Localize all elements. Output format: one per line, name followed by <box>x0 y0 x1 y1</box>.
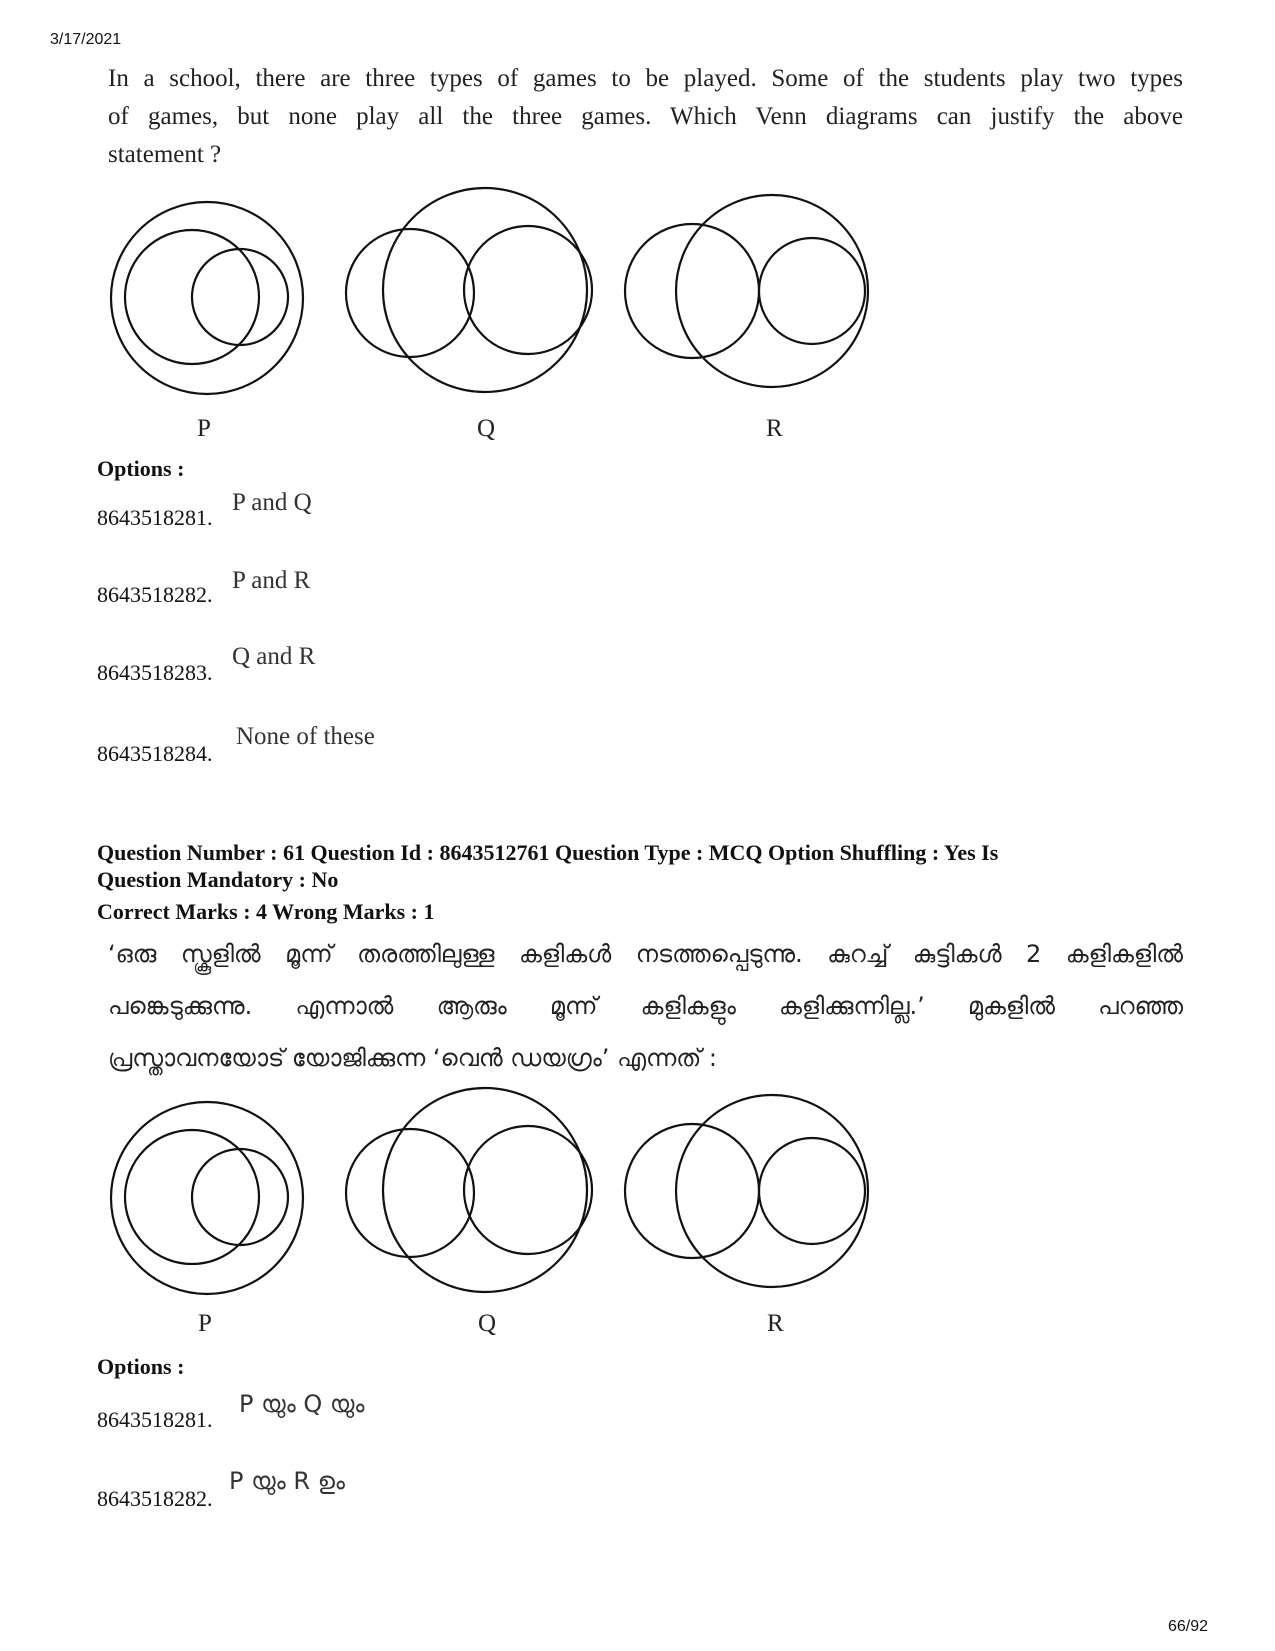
question-text-line: ‘ഒരു സ്കൂളിൽ മൂന്ന് തരത്തിലുള്ള കളികൾ നടത്തപ്പെടുന്നു. കുറച്ച് കുട്ടികൾ 2 കളികളിൽ <box>108 940 1183 968</box>
venn-circle <box>346 229 474 357</box>
question-meta: Question Mandatory : No <box>97 867 339 892</box>
option-label[interactable]: None of these <box>236 723 375 750</box>
diagram-label-q: Q <box>477 415 496 442</box>
option-id: 8643518284. <box>97 741 213 766</box>
venn-circle <box>192 249 288 345</box>
print-date: 3/17/2021 <box>50 31 122 48</box>
question-text-malayalam <box>108 928 1183 1084</box>
venn-diagram-q <box>346 188 592 392</box>
venn-circle <box>192 1149 288 1245</box>
question-text-line: പങ്കെടുക്കുന്നു. എന്നാൽ ആരും മൂന്ന് കളികളും കളിക്കുന്നില്ല.’ മുകളിൽ പറഞ്ഞ <box>108 992 1183 1020</box>
venn-diagram-p <box>111 202 303 394</box>
venn-circle <box>346 1129 474 1257</box>
options-heading: Options : <box>97 456 185 481</box>
option-label[interactable]: P യും Q യും <box>239 1390 365 1418</box>
diagram-label-r: R <box>766 415 783 442</box>
diagram-label-q: Q <box>478 1310 497 1337</box>
question-text-line: of games, but none play all the three games. Which Venn diagrams can justify the above <box>108 103 1183 130</box>
question-text-line: statement ? <box>108 141 222 168</box>
venn-circle <box>625 1124 759 1258</box>
venn-circle <box>625 224 759 358</box>
venn-diagrams-bottom <box>100 1085 880 1300</box>
question-meta: Question Number : 61 Question Id : 8643512761 Question Type : MCQ Option Shuffling : Yes Is <box>97 840 999 865</box>
option-label[interactable]: P and R <box>232 567 311 594</box>
venn-diagram-r <box>625 195 868 387</box>
question-text <box>108 60 1183 174</box>
question-text-line: പ്രസ്താവനയോട് യോജിക്കുന്ന ‘വെൻ ഡയഗ്രം’ എന്നത് : <box>108 1044 717 1072</box>
venn-circle <box>759 238 865 344</box>
option-id: 8643518281. <box>97 1407 213 1432</box>
option-label[interactable]: Q and R <box>232 643 316 670</box>
venn-circle <box>383 188 587 392</box>
venn-circle <box>676 195 868 387</box>
question-text-line: In a school, there are three types of games to be played. Some of the students play two types <box>108 65 1183 92</box>
venn-diagram-r <box>625 1095 868 1287</box>
venn-diagram-q <box>346 1088 592 1292</box>
option-label[interactable]: P and Q <box>232 489 312 516</box>
venn-circle <box>676 1095 868 1287</box>
question-marks: Correct Marks : 4 Wrong Marks : 1 <box>97 899 435 924</box>
option-id: 8643518281. <box>97 505 213 530</box>
diagram-label-p: P <box>197 415 211 442</box>
option-label[interactable]: P യും R ഉം <box>229 1467 345 1495</box>
option-id: 8643518282. <box>97 582 213 607</box>
venn-diagram-p <box>111 1102 303 1294</box>
venn-circle <box>383 1088 587 1292</box>
venn-circle <box>464 226 592 354</box>
option-id: 8643518283. <box>97 660 213 685</box>
diagram-label-r: R <box>767 1310 784 1337</box>
option-id: 8643518282. <box>97 1486 213 1511</box>
venn-circle <box>759 1138 865 1244</box>
venn-diagrams-top <box>100 185 880 400</box>
page-number: 66/92 <box>1168 1618 1209 1635</box>
diagram-label-p: P <box>198 1310 212 1337</box>
options-heading: Options : <box>97 1354 185 1379</box>
venn-circle <box>464 1126 592 1254</box>
